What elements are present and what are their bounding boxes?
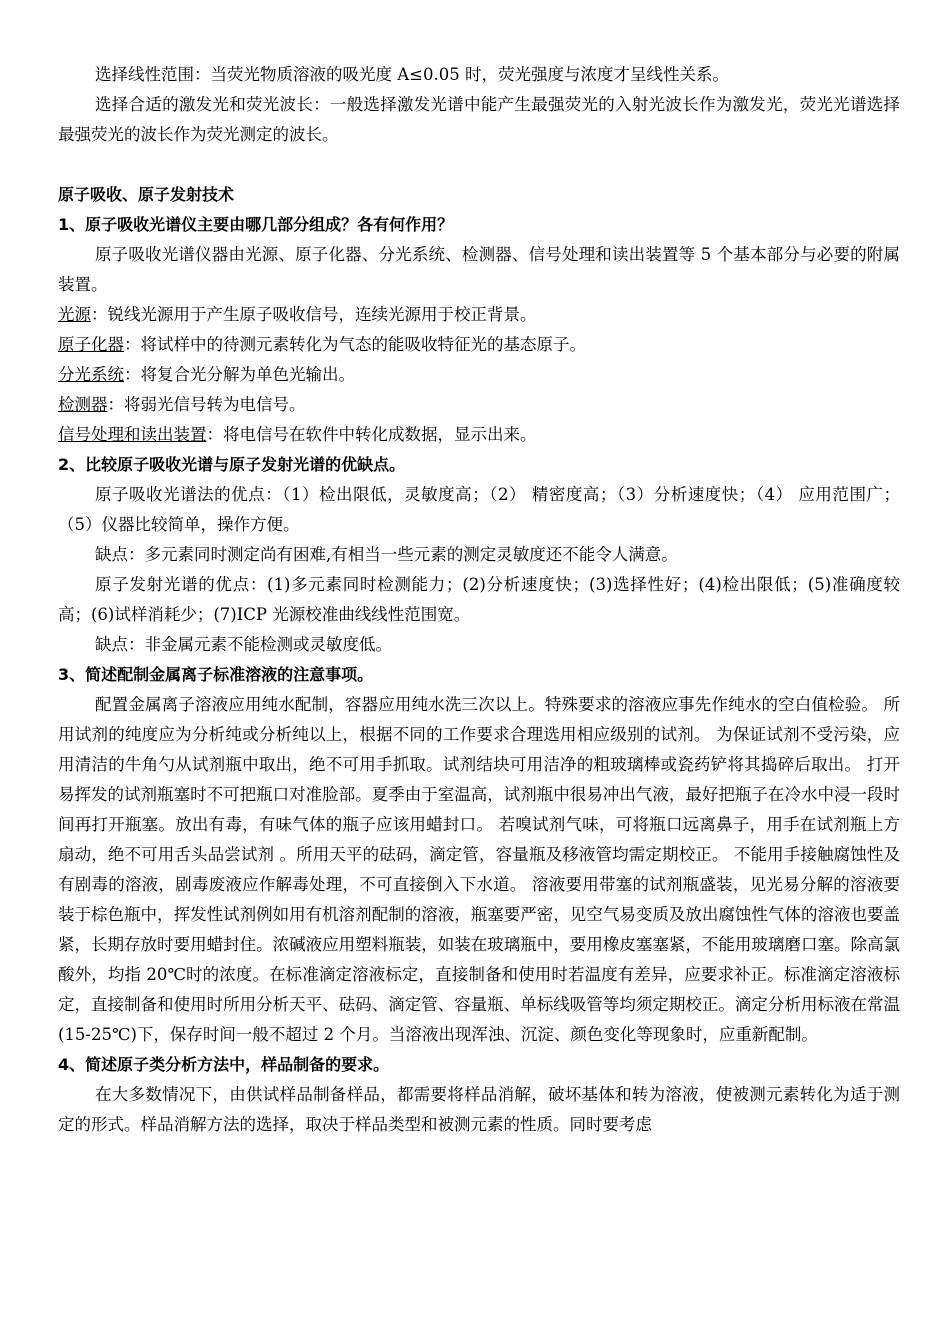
section-title: 原子吸收、原子发射技术 [58, 185, 235, 204]
component-term: 检测器 [58, 395, 108, 414]
component-item [58, 330, 900, 360]
question-4-paragraph: 在大多数情况下，由供试样品制备样品，都需要将样品消解，破坏基体和转为溶液，使被测元素转化为适于测定的形式。样品消解方法的选择，取决于样品类型和被测元素的性质。同时要考虑 [58, 1085, 900, 1134]
question-3-paragraph: 配置金属离子溶液应用纯水配制，容器应用纯水洗三次以上。特殊要求的溶液应事先作纯水的空白值检验。 所用试剂的纯度应为分析纯或分析纯以上，根据不同的工作要求合理选用相应级别的试剂。 为保证试剂不受污染，应用清洁的牛角勺从试剂瓶中取出，绝不可用手抓取。试剂结块可用洁净的粗玻璃棒或瓷药铲将其捣碎后取出。 打开易挥发的试剂瓶塞时不可把瓶口对准脸部。夏季由于室温高，试剂瓶中很易冲出气液，最好把瓶子在冷水中浸一段时间再打开瓶塞。放出有毒，有味气体的瓶子应该用蜡封口。 若嗅试剂气味，可将瓶口远离鼻子，用手在试剂瓶上方扇动，绝不可用舌头品尝试剂 。所用天平的砝码，滴定管，容量瓶及移液管均需定期校正。 不能用手接触腐蚀性及有剧毒的溶液，剧毒废液应作解毒处理，不可直接倒入下水道。 溶液要用带塞的试剂瓶盛装，见光易分解的溶液要装于棕色瓶中，挥发性试剂例如用有机溶剂配制的溶液，瓶塞要严密，见空气易变质及放出腐蚀性气体的溶液也要盖紧，长期存放时要用蜡封住。浓碱液应用塑料瓶装，如装在玻璃瓶中，要用橡皮塞塞紧，不能用玻璃磨口塞。除高氯酸外，均指 20℃时的浓度。在标准滴定溶液标定，直接制备和使用时若温度有差异，应要求补正。标准滴定溶液标定，直接制备和使用时所用分析天平、砝码、滴定管、容量瓶、单标线吸管等均须定期校正。滴定分析用标液在常温(15-25℃)下，保存时间一般不超过 2 个月。当溶液出现浑浊、沉淀、颜色变化等现象时，应重新配制。 [58, 695, 900, 1044]
spacer [58, 150, 900, 180]
question-2-paragraph-2: 缺点：多元素同时测定尚有困难,有相当一些元素的测定灵敏度还不能令人满意。 [95, 545, 678, 564]
question-4-title: 4、简述原子类分析方法中，样品制备的要求。 [58, 1055, 390, 1074]
question-2-title: 2、比较原子吸收光谱与原子发射光谱的优缺点。 [58, 455, 406, 474]
component-term: 分光系统 [58, 365, 124, 384]
component-item [58, 420, 900, 450]
component-item [58, 390, 900, 420]
component-term: 原子化器 [58, 335, 124, 354]
question-1-paragraph: 原子吸收光谱仪器由光源、原子化器、分光系统、检测器、信号处理和读出装置等 5 个基本部分与必要的附属装置。 [58, 245, 900, 294]
question-2-paragraph-1: 原子吸收光谱法的优点：（1）检出限低，灵敏度高；（2） 精密度高；（3）分析速度快；（4） 应用范围广；（5）仪器比较简单，操作方便。 [58, 485, 900, 534]
component-desc: ：将弱光信号转为电信号。 [107, 395, 306, 414]
question-1-title: 1、原子吸收光谱仪主要由哪几部分组成？各有何作用？ [58, 215, 454, 234]
intro-paragraph-2: 选择合适的激发光和荧光波长：一般选择激发光谱中能产生最强荧光的入射光波长作为激发光，荧光光谱选择最强荧光的波长作为荧光测定的波长。 [58, 95, 900, 144]
component-desc: ：锐线光源用于产生原子吸收信号，连续光源用于校正背景。 [91, 305, 537, 324]
component-term: 信号处理和读出装置 [58, 425, 207, 444]
question-3-title: 3、简述配制金属离子标准溶液的注意事项。 [58, 665, 374, 684]
intro-paragraph-1: 选择线性范围：当荧光物质溶液的吸光度 A≤0.05 时，荧光强度与浓度才呈线性关系。 [95, 65, 729, 84]
component-desc: ：将电信号在软件中转化成数据，显示出来。 [206, 425, 537, 444]
component-item [58, 360, 900, 390]
document-page [58, 60, 900, 1140]
component-item [58, 300, 900, 330]
question-2-paragraph-3: 原子发射光谱的优点：(1)多元素同时检测能力；(2)分析速度快；(3)选择性好；(4)检出限低；(5)准确度较高；(6)试样消耗少；(7)ICP 光源校准曲线线性范围宽。 [58, 575, 900, 624]
component-term: 光源 [58, 305, 91, 324]
question-2-paragraph-4: 缺点：非金属元素不能检测或灵敏度低。 [95, 635, 392, 654]
component-desc: ：将试样中的待测元素转化为气态的能吸收特征光的基态原子。 [124, 335, 586, 354]
component-desc: ：将复合光分解为单色光输出。 [124, 365, 355, 384]
